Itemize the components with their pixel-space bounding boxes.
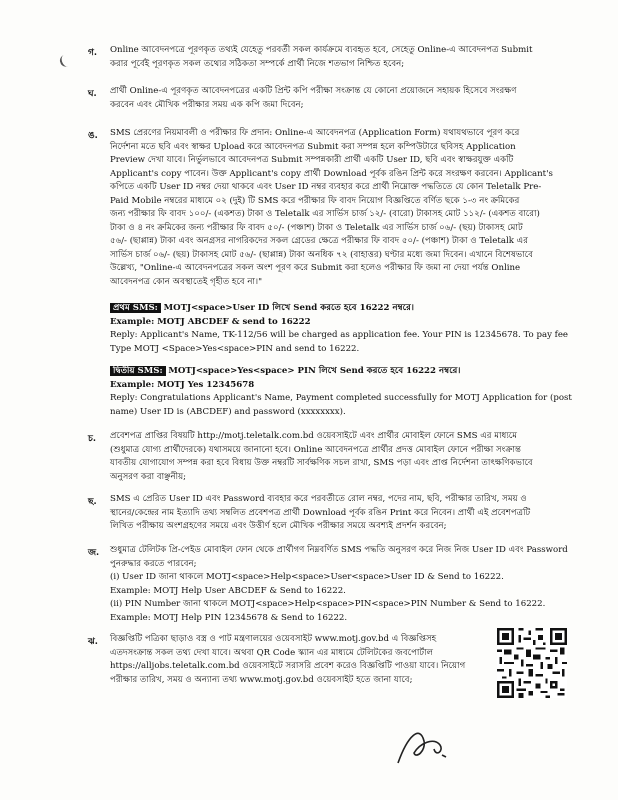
first-sms-block	[110, 302, 568, 356]
section-marker-jha: ঝ.	[88, 637, 98, 647]
first-sms-heading	[110, 302, 568, 316]
section-line: (ii) PIN Number জানা থাকলে MOTJ<space>Help<space>PIN<space>PIN Number & Send to 16222.	[110, 599, 546, 609]
section-line: জন্য পরীক্ষার ফি বাবদ ১০০/- (একশত) টাকা ও Teletalk এর সার্ভিস চার্জ ১২/- (বারো) টাকাসহ মোট ১১২/- (একশত বারো)	[110, 209, 540, 219]
section-line: আবেদনপত্র কোন অবস্থাতেই গৃহীত হবে না।"	[110, 276, 263, 287]
section-marker-umo: ঙ.	[88, 131, 98, 141]
section-line: (শুধুমাত্র যোগ্য প্রার্থীদেরকে) যথাসময়ে জানানো হবে। Online আবেদনপত্রে প্রার্থীর প্রদত্ত মোবাইল ফোনে পরীক্ষা সংক্রান্ত	[110, 444, 521, 455]
section-line: নির্দেশনা মতে ছবি এবং স্বাক্ষর Upload করে আবেদনপত্র Submit করা সম্পন্ন হলে কম্পিউটারে ছবিসহ Application	[110, 141, 516, 152]
section-line: প্রবেশপত্র প্রাপ্তির বিষয়টি http://motj.teletalk.com.bd ওয়েবসাইটে এবং প্রার্থীর মোবাইল ফোনে SMS এর মাধ্যমে	[110, 431, 518, 441]
section-line: পরীক্ষার তারিখ, সময় ও অন্যান্য তথ্য www.motj.gov.bd ওয়েবসাইট হতে জানা যাবে;	[110, 674, 413, 685]
section-line: এতদসংক্রান্ত সকল তথ্য দেখা যাবে। অথবা QR Code স্ক্যান এর মাধ্যমে টেলিটকের জবপোর্টাল	[110, 647, 433, 658]
second-sms-text: MOTJ<space>Yes<space> PIN লিখে Send করতে হবে 16222 নম্বরে।	[168, 366, 461, 376]
section-line: বিজ্ঞপ্তিটি পত্রিকা ছাড়াও বস্ত্র ও পাট মন্ত্রণালয়ের ওয়েবসাইট www.motj.gov.bd এ বিজ্ঞপ্তিসহ	[110, 634, 437, 644]
section-chha	[110, 493, 530, 534]
section-line: https://alljobs.teletalk.com.bd ওয়েবসাইটে সরাসরি প্রবেশ করেও বিজ্ঞপ্তিটি পাওয়া যাবে। নিয়োগ	[110, 661, 466, 671]
section-line: (i) User ID জানা থাকলে MOTJ<space>Help<space>User<space>User ID & Send to 16222.	[110, 572, 504, 582]
first-sms-example: Example: MOTJ ABCDEF & send to 16222	[110, 316, 311, 327]
section-line: যাবতীয় যোগাযোগ সম্পন্ন করা হবে বিধায় উক্ত নম্বরটি সার্বক্ষণিক সচল রাখা, SMS পড়া এবং প্রাপ্ত নির্দেশনা তাৎক্ষণিকভাবে	[110, 458, 533, 468]
signature	[390, 715, 460, 770]
section-line: স্থানের/কেন্দ্রের নাম ইত্যাদি তথ্য সম্বলিত প্রবেশপত্র প্রার্থী Download পূর্বক রঙিন Print করে নিবেন। প্রার্থী এই প্রবেশপত্রটি	[110, 507, 531, 518]
second-sms-heading	[110, 365, 572, 379]
section-jha	[110, 633, 465, 687]
section-line: লিখিত পরীক্ষায় অংশগ্রহণের সময়ে এবং উত্তীর্ণ হলে মৌখিক পরীক্ষার সময়ে অবশ্যই প্রদর্শন করবেন;	[110, 521, 447, 531]
section-line: SMS প্রেরণের নিয়মাবলী ও পরীক্ষার ফি প্রদান: Online-এ আবেদনপত্র (Application Form) যথাযথভাবে পূরণ করে	[110, 128, 520, 138]
section-line: Applicant's copy পাবেন। উক্ত Applicant's copy প্রার্থী Download পূর্বক রঙিন প্রিন্ট করে সংরক্ষণ করবেন। Applicant's	[110, 168, 553, 179]
section-marker-cha: চ.	[88, 434, 96, 444]
section-line: প্রার্থী Online-এ পূরণকৃত আবেদনপত্রের একটি প্রিন্ট কপি পরীক্ষা সংক্রান্ত যে কোনো প্রয়োজনে সহায়ক হিসেবে সংরক্ষণ	[110, 86, 517, 96]
section-ga	[110, 44, 532, 71]
section-line: ৫৬/- (ছাপ্পান্ন) টাকা এবং অনগ্রসর নাগরিকদের সকল গ্রেডের ক্ষেত্রে পরীক্ষার ফি বাবদ ৫০/- (পঞ্চাশ) টাকা ও Teletalk এর	[110, 236, 528, 246]
section-line: শুধুমাত্র টেলিটক প্রি-পেইড মোবাইল ফোন থেকে প্রার্থীগণ নিম্নবর্ণিত SMS পদ্ধতি অনুসরণ করে নিজ নিজ User ID এবং Password	[110, 545, 568, 555]
first-sms-reply: Type MOTJ <Space>Yes<space>PIN and send to 16222.	[110, 343, 360, 354]
section-marker-chha: ছ.	[88, 497, 97, 507]
second-sms-example: Example: MOTJ Yes 12345678	[110, 379, 255, 390]
second-sms-reply: Reply: Congratulations Applicant's Name, Payment completed successfully for MOTJ Application for (post	[110, 393, 572, 403]
second-sms-reply: name) User ID is (ABCDEF) and password (xxxxxxxx).	[110, 406, 346, 417]
section-line: Example: MOTJ Help PIN 12345678 & Send to 16222.	[110, 612, 348, 623]
section-line: কপিতে একটি User ID নম্বর দেয়া থাকবে এবং User ID নম্বর ব্যবহার করে প্রার্থী নিম্নোক্ত পদ্ধতিতে যে কোন Teletalk Pre-	[110, 182, 542, 192]
section-cha	[110, 430, 533, 484]
section-line: করবেন এবং মৌখিক পরীক্ষার সময় এক কপি জমা দিবেন;	[110, 99, 304, 110]
qr-code-icon	[497, 628, 567, 698]
section-line: টাকা ও ৪ নং ক্রমিকের জন্য পরীক্ষার ফি বাবদ ৫০/- (পঞ্চাশ) টাকা ও Teletalk এর সার্ভিস চার্জ ০৬/- (ছয়) টাকাসহ মোট	[110, 222, 523, 233]
section-gha	[110, 85, 516, 112]
section-line: Preview দেখা যাবে। নির্ভুলভাবে আবেদনপত্র Submit সম্পন্নকারী প্রার্থী একটি User ID, ছবি এবং স্বাক্ষরযুক্ত একটি	[110, 155, 514, 165]
section-line: উল্লেখ্য, "Online-এ আবেদনপত্রের সকল অংশ পূরণ করে Submit করা হলেও পরীক্ষার ফি জমা না দেয়া পর্যন্ত Online	[110, 263, 521, 273]
section-marker-gha: ঘ.	[88, 89, 97, 99]
second-sms-label: দ্বিতীয় SMS:	[110, 366, 166, 376]
section-marker-ja: জ.	[88, 548, 100, 558]
section-line: অনুসরণ করা বাঞ্ছনীয়;	[110, 471, 187, 482]
section-line: পুনরুদ্ধার করতে পারবেন;	[110, 558, 197, 569]
first-sms-reply: Reply: Applicant's Name, TK-112/56 will be charged as application fee. Your PIN is 12345678. To pay fee	[110, 330, 569, 340]
section-line: Paid Mobile নম্বরের মাধ্যমে ০২ (দুই) টি SMS করে পরীক্ষার ফি বাবদ নিয়োগ বিজ্ঞপ্তিতে বর্ণিত ছকে ১-৩ নং ক্রমিকের	[110, 195, 520, 206]
section-line: করার পূর্বেই পূরণকৃত সকল তথ্যের সঠিকতা সম্পর্কে প্রার্থী নিজে শতভাগ নিশ্চিত হবেন;	[110, 58, 405, 69]
section-line: সার্ভিস চার্জ ০৬/- (ছয়) টাকাসহ মোট ৫৬/- (ছাপ্পান্ন) টাকা অনধিক ৭২ (বাহাত্তর) ঘণ্টার মধ্যে জমা দিবেন। এখানে বিশেষভাবে	[110, 249, 533, 260]
second-sms-block	[110, 365, 572, 419]
section-ja	[110, 544, 568, 625]
section-marker-ga: গ.	[88, 48, 98, 58]
margin-bracket-mark	[58, 54, 72, 69]
section-line: Online আবেদনপত্রে পূরণকৃত তথ্যই যেহেতু পরবর্তী সকল কার্যক্রমে ব্যবহৃত হবে, সেহেতু Online-এ আবেদনপত্র Submit	[110, 45, 533, 55]
first-sms-text: MOTJ<space>User ID লিখে Send করতে হবে 16222 নম্বরে।	[163, 303, 414, 313]
section-line: SMS এ প্রেরিত User ID এবং Password ব্যবহার করে পরবর্তীতে রোল নম্বর, পদের নাম, ছবি, পরীক্ষার তারিখ, সময় ও	[110, 494, 527, 504]
section-line: Example: MOTJ Help User ABCDEF & Send to 16222.	[110, 585, 346, 596]
first-sms-label: প্রথম SMS:	[110, 303, 161, 313]
section-umo	[110, 127, 553, 289]
